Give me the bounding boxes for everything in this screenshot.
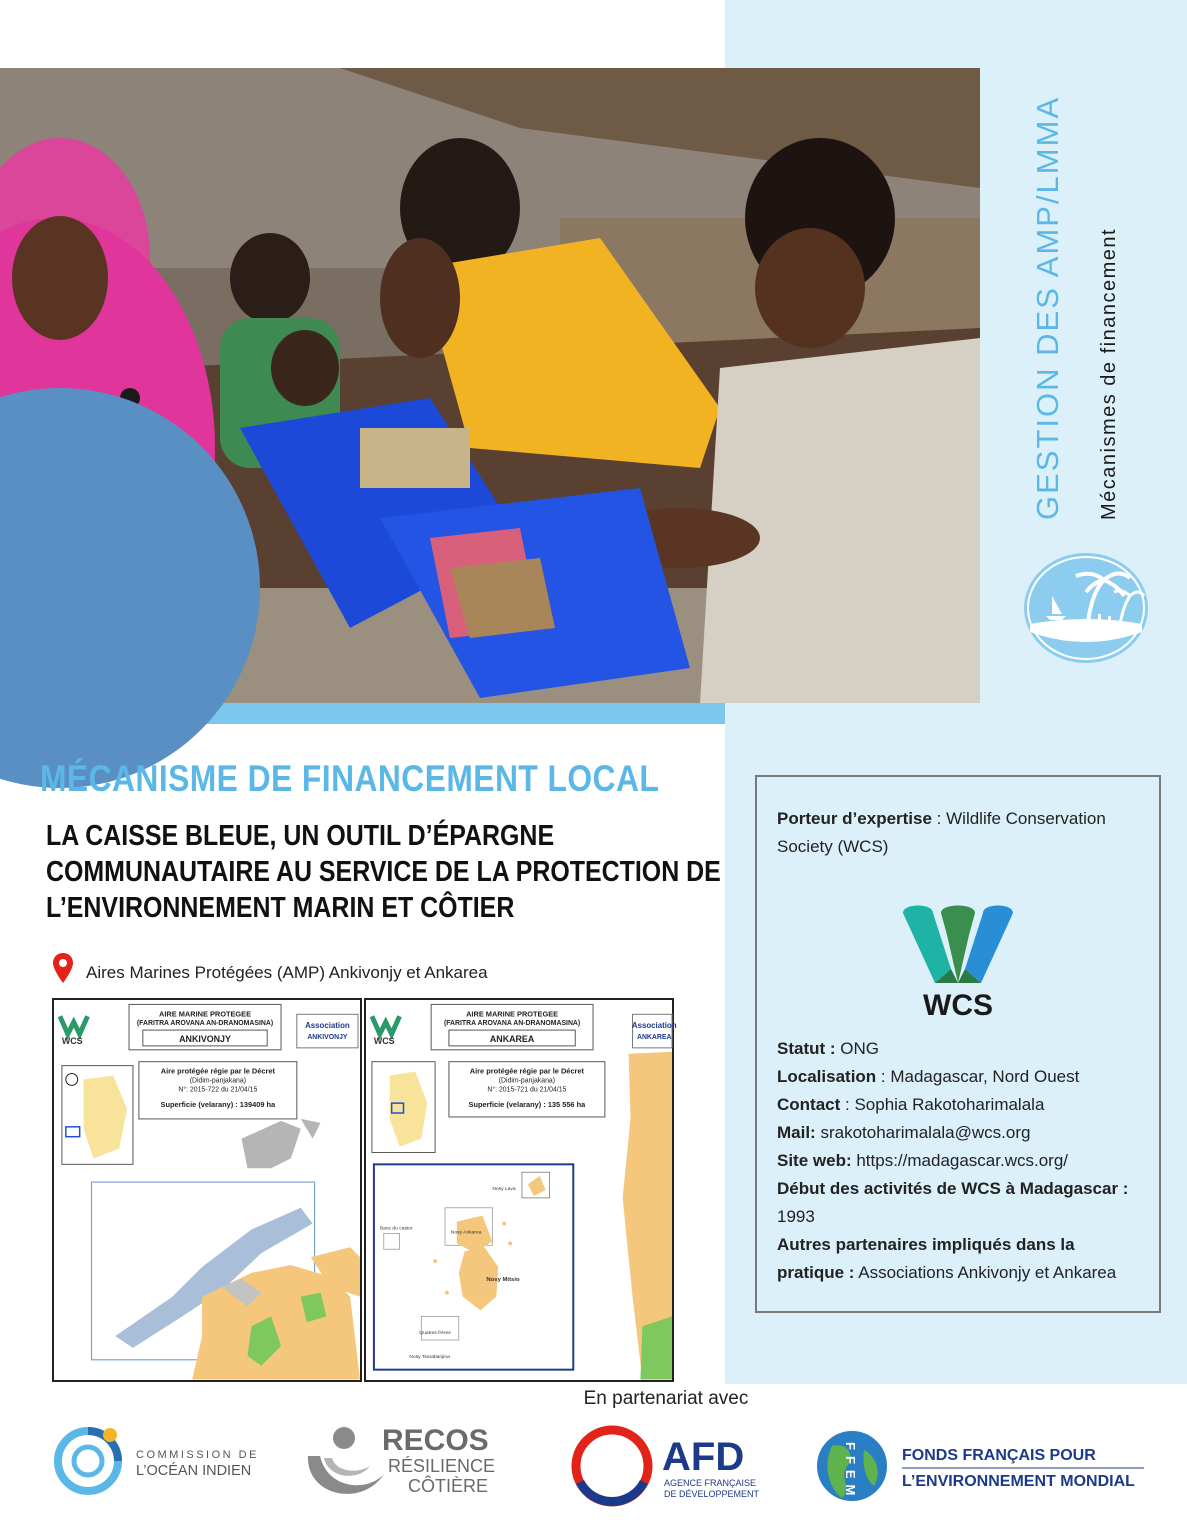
- map-name: ANKAREA: [489, 1033, 535, 1044]
- afd-line1: AFD: [662, 1435, 745, 1479]
- info-box: [755, 775, 1161, 1313]
- ffem-letters: FFEM: [843, 1442, 858, 1502]
- map-decree-line3: N°: 2015-721 du 21/04/15: [487, 1086, 567, 1094]
- website-line: [777, 1147, 1139, 1175]
- map-decree-line3: N°: 2015-722 du 21/04/15: [178, 1086, 258, 1094]
- afd-line3: DE DÉVELOPPEMENT: [664, 1489, 760, 1499]
- map-name: ANKIVONJY: [179, 1033, 231, 1044]
- map-decree-line2: (Didim-panjakana): [189, 1077, 247, 1085]
- map-place-label: Nosy Tsarabanjina: [409, 1354, 450, 1360]
- map-assoc-label: Association: [631, 1021, 677, 1031]
- partnership-label: En partenariat avec: [583, 1388, 749, 1409]
- contact-value: : Sophia Rakotoharimalala: [840, 1095, 1045, 1114]
- coi-logo: [52, 1415, 292, 1507]
- map-pin-icon: [52, 952, 74, 984]
- location-row: [52, 952, 488, 984]
- map-header-line1: AIRE MARINE PROTEGEE: [466, 1009, 559, 1019]
- map-assoc-name: ANKAREA: [636, 1033, 672, 1041]
- wcs-logo: [893, 891, 1023, 1021]
- ffem-line2: L’ENVIRONNEMENT MONDIAL: [902, 1473, 1135, 1490]
- map-place-label: Nosy Ankarea: [450, 1230, 482, 1236]
- mail-label: Mail:: [777, 1123, 816, 1142]
- localisation-label: Localisation: [777, 1067, 877, 1086]
- map-header-line2: (FARITRA AROVANA AN-DRANOMASINA): [443, 1020, 581, 1028]
- recos-line3: CÔTIÈRE: [408, 1476, 489, 1496]
- afd-line2: AGENCE FRANÇAISE: [664, 1478, 757, 1488]
- main-title-line: COMMUNAUTAIRE AU SERVICE DE LA PROTECTION DE: [46, 856, 721, 888]
- status-line: [777, 1035, 1139, 1063]
- recos-line1: RECOS: [382, 1424, 489, 1457]
- map-decree-line2: (Didim-panjakana): [498, 1077, 556, 1085]
- map-assoc-name: ANKIVONJY: [307, 1033, 348, 1041]
- start-label: Début des activités de WCS à Madagascar :: [777, 1179, 1129, 1198]
- expertise-value: : Wildlife Conservation Society (WCS): [777, 809, 1106, 856]
- start-value: 1993: [777, 1207, 815, 1226]
- main-title-line: LA CAISSE BLEUE, UN OUTIL D’ÉPARGNE: [46, 820, 555, 852]
- mail-line: [777, 1119, 1139, 1147]
- map-ankarea: [364, 998, 677, 1382]
- main-title-line: L’ENVIRONNEMENT MARIN ET CÔTIER: [46, 892, 515, 924]
- map-logo-text: WCS: [373, 1035, 395, 1046]
- location-line: [777, 1063, 1139, 1091]
- palm-beach-logo: [1022, 552, 1150, 664]
- map-ankivonjy: [52, 998, 362, 1382]
- coi-line2: L’OCÉAN INDIEN: [136, 1463, 252, 1479]
- ffem-logo: [812, 1426, 1152, 1510]
- map-place-label: Nosy Mitsio: [486, 1276, 520, 1283]
- partners-line: [777, 1231, 1139, 1287]
- map-area: Superficie (velarany) : 139409 ha: [160, 1100, 276, 1110]
- map-area: Superficie (velarany) : 135 556 ha: [468, 1100, 586, 1110]
- wcs-logo-text: WCS: [923, 989, 993, 1022]
- recos-logo: [298, 1418, 508, 1510]
- contact-label: Contact: [777, 1095, 841, 1114]
- expertise-label: Porteur d’expertise: [777, 809, 932, 828]
- map-place-label: Quatres frères: [419, 1331, 451, 1337]
- map-place-label: Nosy Lava: [492, 1187, 516, 1192]
- localisation-value: : Madagascar, Nord Ouest: [876, 1067, 1080, 1086]
- map-decree-line1: Aire protégée régie par le Décret: [469, 1066, 584, 1076]
- coi-line1: COMMISSION DE: [136, 1449, 259, 1461]
- ffem-line1: FONDS FRANÇAIS POUR: [902, 1447, 1096, 1464]
- map-header-line2: (FARITRA AROVANA AN-DRANOMASINA): [136, 1020, 274, 1028]
- expertise-line: [777, 805, 1139, 861]
- partners-value: Associations Ankivonjy et Ankarea: [854, 1263, 1117, 1282]
- website-value[interactable]: https://madagascar.wcs.org/: [851, 1151, 1069, 1170]
- main-title: [46, 818, 721, 926]
- category-title: MÉCANISME DE FINANCEMENT LOCAL: [40, 758, 660, 799]
- contact-line: [777, 1091, 1139, 1119]
- status-value: ONG: [835, 1039, 879, 1058]
- map-place-label: Banc du castor: [379, 1226, 413, 1232]
- series-subtitle: Mécanismes de financement: [1098, 227, 1120, 520]
- map-header-line1: AIRE MARINE PROTEGEE: [159, 1009, 252, 1019]
- partners-label: Autres partenaires impliqués dans la pratique :: [777, 1235, 1075, 1282]
- status-label: Statut :: [777, 1039, 836, 1058]
- location-text: Aires Marines Protégées (AMP) Ankivonjy et Ankarea: [86, 963, 488, 982]
- afd-logo: [566, 1418, 776, 1510]
- map-assoc-label: Association: [305, 1021, 350, 1031]
- start-date-line: [777, 1175, 1139, 1231]
- mail-value[interactable]: srakotoharimalala@wcs.org: [815, 1123, 1031, 1142]
- hero-photo: [0, 68, 980, 703]
- recos-line2: RÉSILIENCE: [388, 1456, 496, 1476]
- website-label: Site web:: [777, 1151, 852, 1170]
- series-title: GESTION DES AMP/LMMA: [1030, 95, 1065, 520]
- map-decree-line1: Aire protégée régie par le Décret: [160, 1066, 275, 1076]
- map-logo-text: WCS: [61, 1035, 83, 1046]
